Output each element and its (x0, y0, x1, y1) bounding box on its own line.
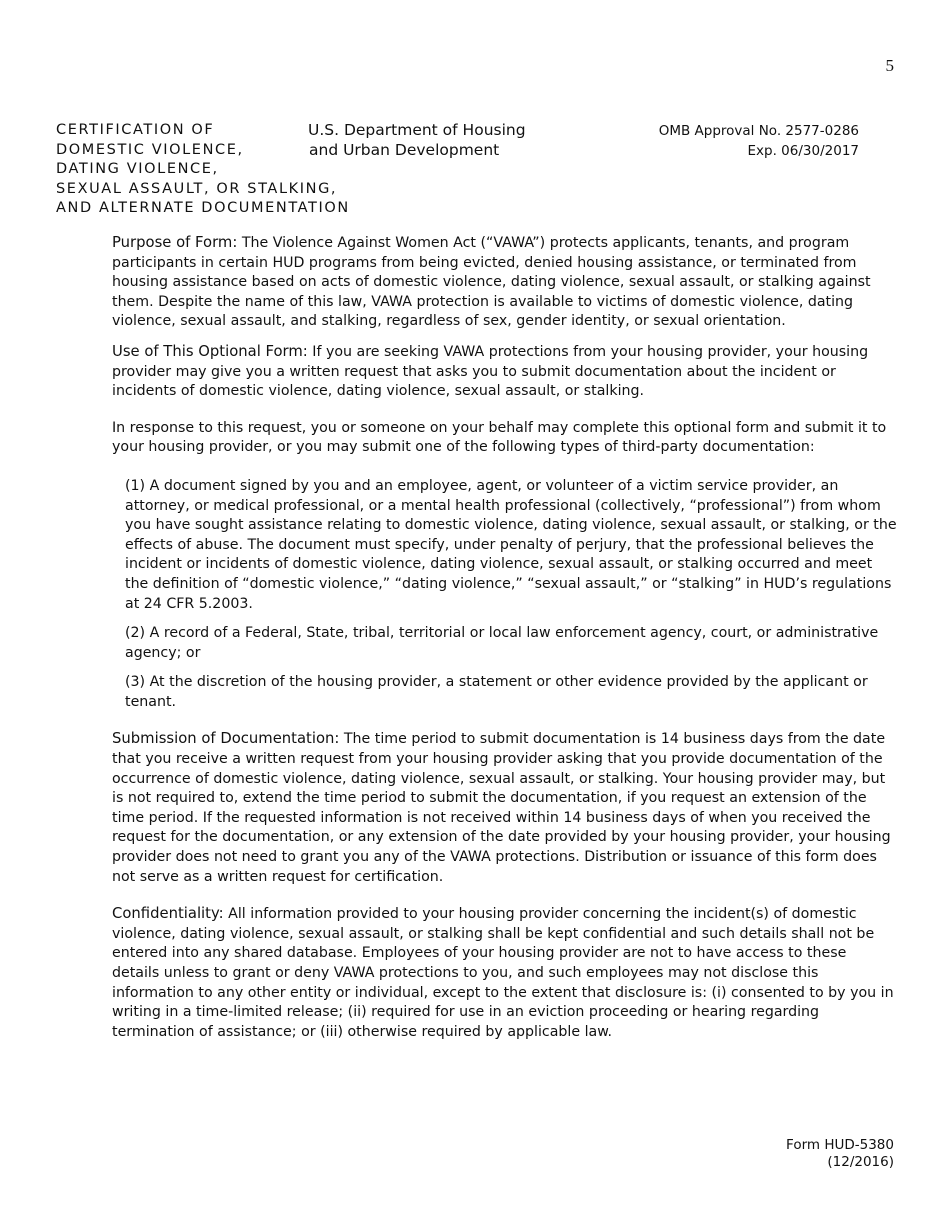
list-item: (1) A document signed by you and an employee, agent, or volunteer of a victim service provider, an attorney, or medical professional, or a mental health professional (collectively, “professional”) from whom you have sought assistance relating to domestic violence, dating violence, sexual assault, or stalking, or the effects of abuse. The document must specify, under penalty of perjury, that the professional believes the incident or incidents of domestic violence, dating violence, sexual assault, or stalking occurred and meet the definition of “domestic violence,” “dating violence,” “sexual assault,” or “stalking” in HUD’s regulations at 24 CFR 5.2003. (125, 477, 897, 612)
submission-text: The time period to submit documentation is 14 business days from the date that you receive a written request from your housing provider asking that you provide documentation of the occurrence of domestic violence, dating violence, sexual assault, or stalking. Your housing provider may, but is not required to, extend the time period to submit the documentation, if you request an extension of the time period. If the requested information is not received within 14 business days of when you received the request for the documentation, or any extension of the date provided by your housing provider, your housing provider does not need to grant you any of the VAWA protections. Distribution or issuance of this form does not serve as a written request for certification. (112, 731, 891, 885)
confidentiality-text: All information provided to your housing provider concerning the incident(s) of domestic violence, dating violence, sexual assault, or stalking shall be kept confidential and such details shall not be entered into any shared database. Employees of your housing provider are not to have access to these details unless to grant or deny VAWA protections to you, and such employees may not disclose this information to any other entity or individual, except to the extent that disclosure is: (i) consented to by you in writing in a time-limited release; (ii) required for use in an eviction proceeding or hearing regarding termination of assistance; or (iii) otherwise required by applicable law. (112, 906, 894, 1040)
agency-name (308, 121, 526, 160)
use-paragraph (112, 342, 897, 402)
omb-info (659, 122, 859, 161)
purpose-paragraph (112, 233, 897, 332)
submission-paragraph (112, 729, 897, 887)
form-body (112, 233, 897, 1042)
form-title-line: AND ALTERNATE DOCUMENTATION (56, 200, 350, 217)
list-item: (3) At the discretion of the housing provider, a statement or other evidence provided by the applicant or tenant. (125, 674, 868, 710)
form-title-line: SEXUAL ASSAULT, OR STALKING, (56, 180, 338, 197)
purpose-text: The Violence Against Women Act (“VAWA”) protects applicants, tenants, and program participants in certain HUD programs from being evicted, denied housing assistance, or terminated from housing assistance based on acts of domestic violence, dating violence, sexual assault, or stalking against them. Despite the name of this law, VAWA protection is available to victims of domestic violence, dating violence, sexual assault, and stalking, regardless of sex, gender identity, or sexual orientation. (112, 235, 871, 330)
documentation-list (125, 477, 897, 713)
submission-label: Submission of Documentation: (112, 730, 340, 748)
form-date: (12/2016) (827, 1154, 894, 1170)
agency-line: and Urban Development (309, 140, 500, 159)
form-title-line: DOMESTIC VIOLENCE, (56, 141, 244, 158)
form-title (56, 121, 350, 219)
form-title-line: CERTIFICATION OF (56, 122, 215, 138)
response-paragraph: In response to this request, you or someone on your behalf may complete this optional form and submit it to your housing provider, or you may submit one of the following types of third-party documentation: (112, 419, 887, 456)
confidentiality-paragraph (112, 904, 897, 1042)
omb-approval-number: OMB Approval No. 2577-0286 (658, 123, 859, 139)
purpose-label: Purpose of Form: (112, 234, 238, 251)
form-title-line: DATING VIOLENCE, (56, 161, 219, 178)
page-number: 5 (885, 56, 894, 75)
omb-expiration: Exp. 06/30/2017 (747, 142, 859, 159)
use-label: Use of This Optional Form: (112, 342, 308, 360)
agency-line: U.S. Department of Housing (308, 121, 526, 139)
confidentiality-label: Confidentiality: (112, 905, 224, 923)
form-footer (786, 1137, 894, 1171)
use-text: If you are seeking VAWA protections from your housing provider, your housing provider may give you a written request that asks you to submit documentation about the incident or incidents of domestic violence, dating violence, sexual assault, or stalking. (112, 343, 869, 400)
form-number: Form HUD-5380 (786, 1137, 894, 1153)
list-item: (2) A record of a Federal, State, tribal, territorial or local law enforcement agency, court, or administrative agency; or (125, 625, 879, 661)
